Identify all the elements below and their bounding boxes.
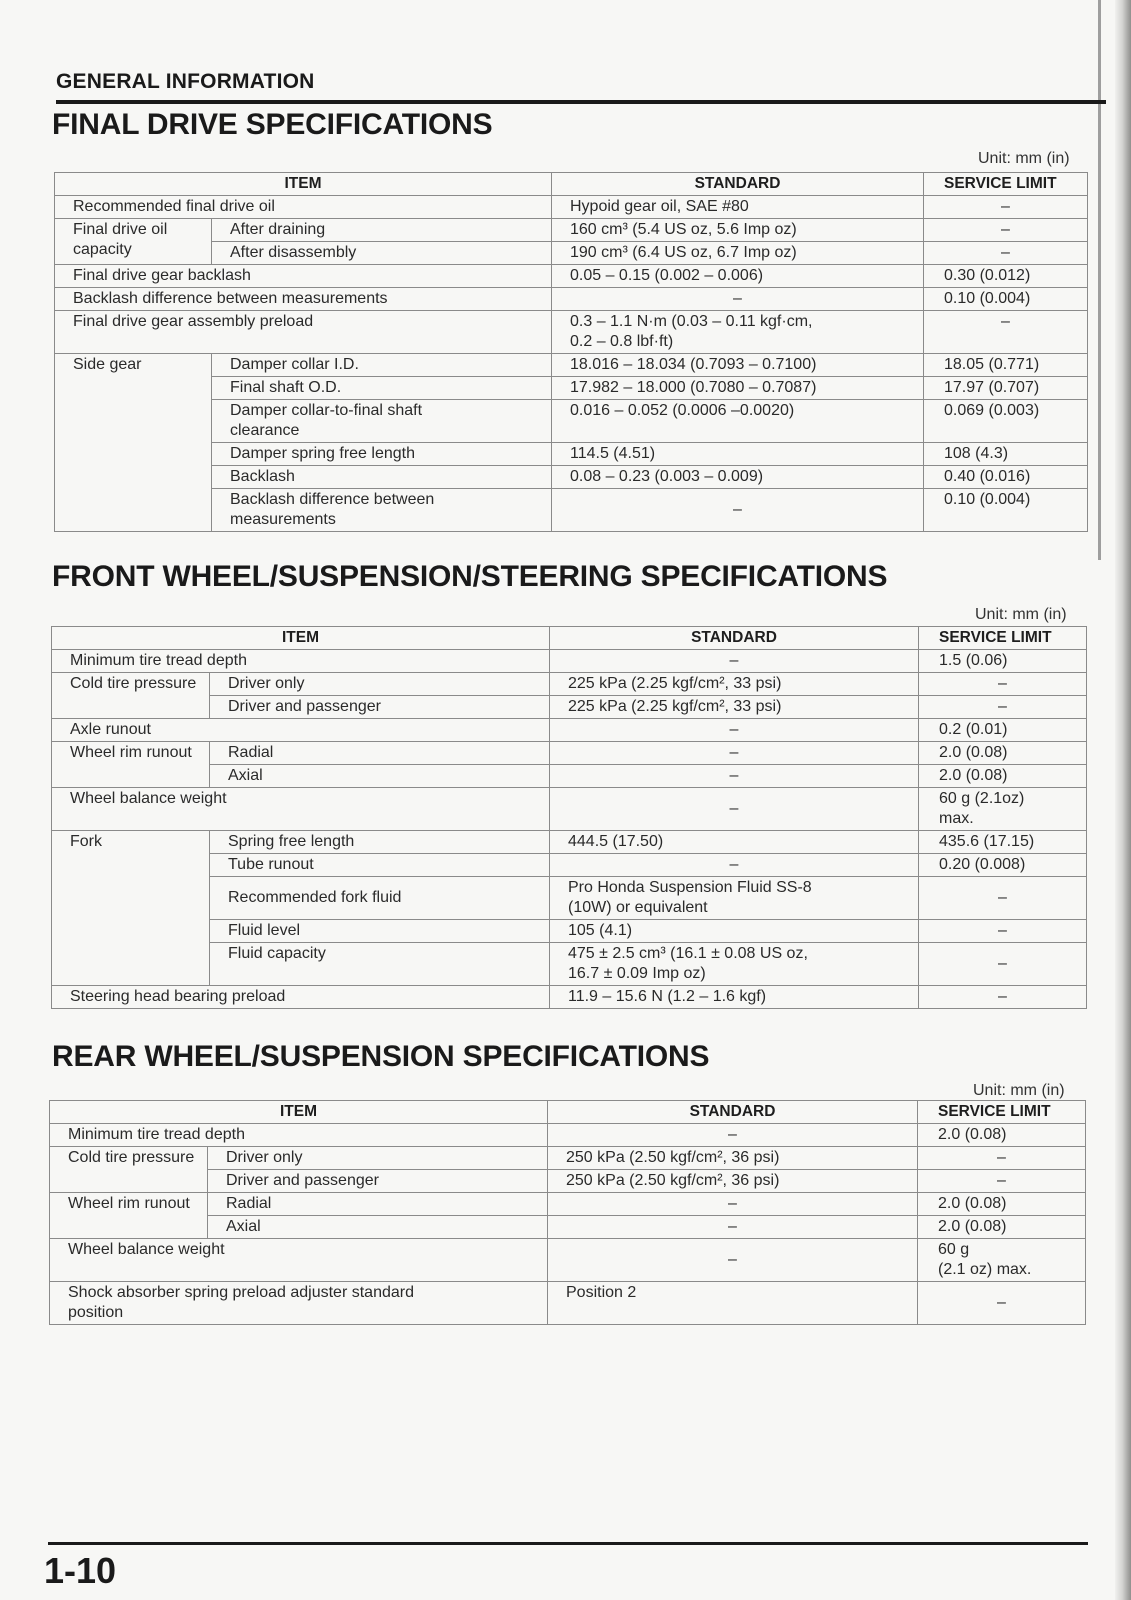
- final-drive-table: [54, 172, 1088, 532]
- col-service-limit: SERVICE LIMIT: [919, 627, 1087, 650]
- col-standard: STANDARD: [552, 173, 924, 196]
- limit-line: max.: [939, 810, 974, 827]
- col-item: ITEM: [50, 1101, 548, 1124]
- limit-cell: [919, 788, 1087, 831]
- limit-cell: [918, 1239, 1086, 1282]
- table-row: [52, 742, 1087, 765]
- limit-cell: 0.40 (0.016): [924, 466, 1088, 489]
- limit-cell: 2.0 (0.08): [918, 1124, 1086, 1147]
- standard-cell: 225 kPa (2.25 kgf/cm², 33 psi): [550, 673, 919, 696]
- item-cell: Tube runout: [210, 854, 550, 877]
- limit-cell: 17.97 (0.707): [924, 377, 1088, 400]
- final-drive-unit: Unit: mm (in): [978, 150, 1070, 167]
- limit-cell: –: [924, 219, 1088, 242]
- table-row: [55, 219, 1088, 242]
- table-row: [55, 354, 1088, 377]
- item-cell: Recommended final drive oil: [55, 196, 552, 219]
- standard-cell: [550, 877, 919, 920]
- item-cell: [212, 400, 552, 443]
- item-cell: [50, 1282, 548, 1325]
- page-edge-shadow: [1115, 0, 1131, 1600]
- item-cell: Axial: [210, 765, 550, 788]
- col-standard: STANDARD: [548, 1101, 918, 1124]
- limit-cell: 1.5 (0.06): [919, 650, 1087, 673]
- standard-cell: [550, 943, 919, 986]
- item-cell: Backlash difference between measurements: [55, 288, 552, 311]
- header-rule: [56, 100, 1106, 104]
- item-line: measurements: [230, 511, 336, 528]
- limit-cell: 2.0 (0.08): [919, 742, 1087, 765]
- standard-line: 475 ± 2.5 cm³ (16.1 ± 0.08 US oz,: [568, 945, 808, 962]
- table-row: [55, 196, 1088, 219]
- item-cell: Final drive gear assembly preload: [55, 311, 552, 354]
- limit-cell: 2.0 (0.08): [918, 1193, 1086, 1216]
- front-wheel-title: FRONT WHEEL/SUSPENSION/STEERING SPECIFICATIONS: [52, 560, 888, 593]
- page-edge-mark: [1098, 0, 1101, 560]
- group-cell: Wheel rim runout: [50, 1193, 208, 1239]
- standard-cell: –: [550, 742, 919, 765]
- limit-cell: –: [919, 696, 1087, 719]
- item-cell: After disassembly: [212, 242, 552, 265]
- table-row: [50, 1239, 1086, 1282]
- limit-line: (2.1 oz) max.: [938, 1261, 1032, 1278]
- limit-cell: 0.069 (0.003): [924, 400, 1088, 443]
- item-cell: Radial: [208, 1193, 548, 1216]
- standard-cell: –: [550, 765, 919, 788]
- item-line: Backlash difference between: [230, 491, 435, 508]
- table-row: [52, 719, 1087, 742]
- item-cell: Damper collar I.D.: [212, 354, 552, 377]
- front-wheel-unit: Unit: mm (in): [975, 606, 1067, 623]
- standard-cell: 160 cm³ (5.4 US oz, 5.6 Imp oz): [552, 219, 924, 242]
- rear-wheel-unit: Unit: mm (in): [973, 1082, 1065, 1099]
- standard-cell: 0.016 – 0.052 (0.0006 –0.0020): [552, 400, 924, 443]
- standard-cell: –: [548, 1239, 918, 1282]
- rear-wheel-table: [49, 1100, 1086, 1325]
- table-header-row: [50, 1101, 1086, 1124]
- standard-cell: 250 kPa (2.50 kgf/cm², 36 psi): [548, 1147, 918, 1170]
- limit-cell: 0.10 (0.004): [924, 288, 1088, 311]
- item-cell: [212, 489, 552, 532]
- item-cell: Final shaft O.D.: [212, 377, 552, 400]
- group-cell: Fork: [52, 831, 210, 986]
- final-drive-title: FINAL DRIVE SPECIFICATIONS: [52, 108, 493, 141]
- item-cell: Steering head bearing preload: [52, 986, 550, 1009]
- col-item: ITEM: [52, 627, 550, 650]
- standard-cell: 0.05 – 0.15 (0.002 – 0.006): [552, 265, 924, 288]
- table-row: [55, 311, 1088, 354]
- limit-cell: –: [919, 920, 1087, 943]
- item-cell: Recommended fork fluid: [210, 877, 550, 920]
- table-row: [52, 650, 1087, 673]
- table-row: [52, 986, 1087, 1009]
- limit-cell: 18.05 (0.771): [924, 354, 1088, 377]
- limit-cell: –: [918, 1147, 1086, 1170]
- table-row: [55, 288, 1088, 311]
- standard-cell: –: [550, 854, 919, 877]
- limit-cell: –: [919, 673, 1087, 696]
- standard-cell: Hypoid gear oil, SAE #80: [552, 196, 924, 219]
- table-row: [50, 1147, 1086, 1170]
- group-cell: Cold tire pressure: [52, 673, 210, 719]
- standard-cell: 250 kPa (2.50 kgf/cm², 36 psi): [548, 1170, 918, 1193]
- standard-cell: Position 2: [548, 1282, 918, 1325]
- limit-cell: –: [918, 1170, 1086, 1193]
- standard-cell: –: [552, 288, 924, 311]
- standard-line: Pro Honda Suspension Fluid SS-8: [568, 879, 812, 896]
- item-cell: Minimum tire tread depth: [50, 1124, 548, 1147]
- standard-cell: –: [550, 719, 919, 742]
- standard-cell: 17.982 – 18.000 (0.7080 – 0.7087): [552, 377, 924, 400]
- item-cell: Wheel balance weight: [50, 1239, 548, 1282]
- item-line: Damper collar-to-final shaft: [230, 402, 423, 419]
- standard-cell: –: [550, 788, 919, 831]
- limit-cell: –: [919, 877, 1087, 920]
- col-standard: STANDARD: [550, 627, 919, 650]
- table-row: [50, 1124, 1086, 1147]
- page-number: 1-10: [44, 1550, 117, 1591]
- item-cell: Axial: [208, 1216, 548, 1239]
- table-header-row: [52, 627, 1087, 650]
- col-item: ITEM: [55, 173, 552, 196]
- item-cell: Driver and passenger: [208, 1170, 548, 1193]
- limit-cell: 435.6 (17.15): [919, 831, 1087, 854]
- limit-cell: –: [919, 943, 1087, 986]
- standard-cell: –: [552, 489, 924, 532]
- standard-cell: 190 cm³ (6.4 US oz, 6.7 Imp oz): [552, 242, 924, 265]
- limit-cell: 0.10 (0.004): [924, 489, 1088, 532]
- col-service-limit: SERVICE LIMIT: [924, 173, 1088, 196]
- item-cell: After draining: [212, 219, 552, 242]
- limit-cell: –: [918, 1282, 1086, 1325]
- item-cell: Damper spring free length: [212, 443, 552, 466]
- item-line: position: [68, 1304, 124, 1321]
- standard-line: 0.3 – 1.1 N·m (0.03 – 0.11 kgf·cm,: [570, 313, 813, 330]
- group-cell: Cold tire pressure: [50, 1147, 208, 1193]
- limit-line: 60 g: [938, 1241, 970, 1258]
- col-service-limit: SERVICE LIMIT: [918, 1101, 1086, 1124]
- standard-cell: 225 kPa (2.25 kgf/cm², 33 psi): [550, 696, 919, 719]
- group-cell: Side gear: [55, 354, 212, 532]
- front-wheel-table: [51, 626, 1087, 1009]
- item-cell: Minimum tire tread depth: [52, 650, 550, 673]
- standard-cell: –: [548, 1124, 918, 1147]
- standard-cell: 18.016 – 18.034 (0.7093 – 0.7100): [552, 354, 924, 377]
- standard-cell: 114.5 (4.51): [552, 443, 924, 466]
- limit-cell: 2.0 (0.08): [919, 765, 1087, 788]
- table-row: [50, 1193, 1086, 1216]
- item-cell: Fluid capacity: [210, 943, 550, 986]
- item-line: Shock absorber spring preload adjuster standard: [68, 1284, 414, 1301]
- group-cell: Final drive oil capacity: [55, 219, 212, 265]
- standard-line: 16.7 ± 0.09 Imp oz): [568, 965, 706, 982]
- limit-cell: –: [924, 242, 1088, 265]
- standard-cell: –: [550, 650, 919, 673]
- item-cell: Driver only: [210, 673, 550, 696]
- table-row: [52, 673, 1087, 696]
- table-header-row: [55, 173, 1088, 196]
- table-row: [50, 1282, 1086, 1325]
- standard-cell: –: [548, 1216, 918, 1239]
- table-row: [52, 788, 1087, 831]
- item-cell: Radial: [210, 742, 550, 765]
- standard-line: (10W) or equivalent: [568, 899, 708, 916]
- item-cell: Final drive gear backlash: [55, 265, 552, 288]
- table-row: [52, 831, 1087, 854]
- rear-wheel-title: REAR WHEEL/SUSPENSION SPECIFICATIONS: [52, 1040, 710, 1073]
- limit-cell: 2.0 (0.08): [918, 1216, 1086, 1239]
- limit-cell: 0.20 (0.008): [919, 854, 1087, 877]
- footer-rule: [48, 1542, 1088, 1545]
- item-cell: Driver only: [208, 1147, 548, 1170]
- table-row: [55, 265, 1088, 288]
- item-line: clearance: [230, 422, 300, 439]
- limit-line: 60 g (2.1oz): [939, 790, 1025, 807]
- standard-line: 0.2 – 0.8 lbf·ft): [570, 333, 674, 350]
- page-header: GENERAL INFORMATION: [56, 70, 315, 93]
- limit-cell: –: [924, 196, 1088, 219]
- standard-cell: [552, 311, 924, 354]
- group-cell: Wheel rim runout: [52, 742, 210, 788]
- standard-cell: 0.08 – 0.23 (0.003 – 0.009): [552, 466, 924, 489]
- limit-cell: 108 (4.3): [924, 443, 1088, 466]
- item-cell: Spring free length: [210, 831, 550, 854]
- item-cell: Wheel balance weight: [52, 788, 550, 831]
- item-cell: Axle runout: [52, 719, 550, 742]
- limit-cell: –: [924, 311, 1088, 354]
- standard-cell: 444.5 (17.50): [550, 831, 919, 854]
- standard-cell: –: [548, 1193, 918, 1216]
- standard-cell: 11.9 – 15.6 N (1.2 – 1.6 kgf): [550, 986, 919, 1009]
- limit-cell: 0.30 (0.012): [924, 265, 1088, 288]
- item-cell: Fluid level: [210, 920, 550, 943]
- limit-cell: –: [919, 986, 1087, 1009]
- standard-cell: 105 (4.1): [550, 920, 919, 943]
- item-cell: Backlash: [212, 466, 552, 489]
- item-cell: Driver and passenger: [210, 696, 550, 719]
- limit-cell: 0.2 (0.01): [919, 719, 1087, 742]
